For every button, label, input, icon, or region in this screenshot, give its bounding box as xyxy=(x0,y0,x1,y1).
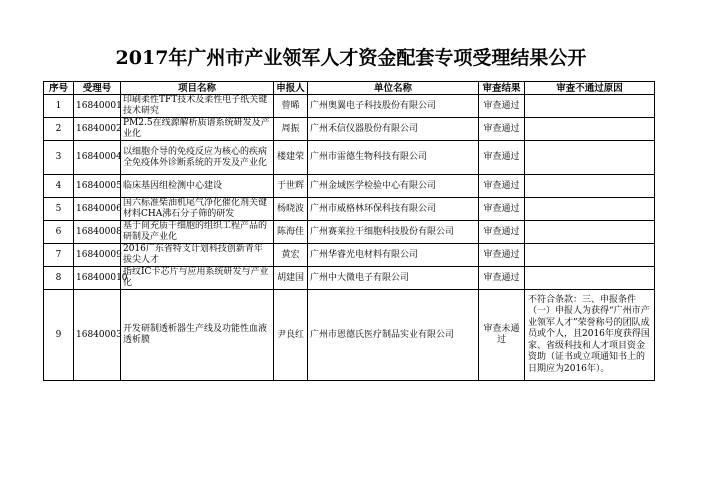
cell-result: 审查未通过 xyxy=(479,290,525,381)
cell-applicant: 周振 xyxy=(274,118,308,141)
cell-seq: 1 xyxy=(44,95,74,118)
cell-unit: 广州中大微电子有限公司 xyxy=(308,267,479,290)
header-unit: 单位名称 xyxy=(308,82,479,95)
cell-result: 审查通过 xyxy=(479,221,525,244)
cell-reason xyxy=(525,141,655,175)
cell-applicant: 黄宏 xyxy=(274,244,308,267)
table-row xyxy=(44,267,655,290)
table-row xyxy=(44,221,655,244)
header-reason: 审查不通过原因 xyxy=(525,82,655,95)
document-title: 2017年广州市产业领军人才资金配套专项受理结果公开 xyxy=(115,47,587,69)
cell-accept-no: 168400010 xyxy=(74,267,121,290)
cell-applicant: 曾晞 xyxy=(274,95,308,118)
cell-unit: 广州市恩德氏医疗制品实业有限公司 xyxy=(308,290,479,381)
cell-unit: 广州赛莱拉干细胞科技股份有限公司 xyxy=(308,221,479,244)
cell-seq: 6 xyxy=(44,221,74,244)
header-result: 审查结果 xyxy=(479,82,525,95)
cell-reason xyxy=(525,198,655,221)
cell-project: 2016广东省特支计划科技创新青年拔尖人才 xyxy=(121,244,274,267)
cell-applicant: 杨晓波 xyxy=(274,198,308,221)
cell-project: 印刷柔性TFT技术及柔性电子纸关键技术研究 xyxy=(121,95,274,118)
cell-accept-no: 16840006 xyxy=(74,198,121,221)
cell-result: 审查通过 xyxy=(479,175,525,198)
cell-reason xyxy=(525,267,655,290)
cell-result: 审查通过 xyxy=(479,267,525,290)
cell-project: 指纹IC卡芯片与应用系统研发与产业化 xyxy=(121,267,274,290)
cell-project: 临床基因组检测中心建设 xyxy=(121,175,274,198)
cell-seq: 9 xyxy=(44,290,74,381)
cell-unit: 广州禾信仪器股份有限公司 xyxy=(308,118,479,141)
cell-project: 以细胞介导的免疫反应为核心的疾病全免疫体外诊断系统的开发及产业化 xyxy=(121,141,274,175)
cell-project: 国六标准柴油机尾气净化催化剂关键材料CHA沸石分子筛的研发 xyxy=(121,198,274,221)
table-row xyxy=(44,290,655,381)
cell-result: 审查通过 xyxy=(479,141,525,175)
cell-seq: 8 xyxy=(44,267,74,290)
cell-unit: 广州市雷德生物科技有限公司 xyxy=(308,141,479,175)
cell-applicant: 胡建国 xyxy=(274,267,308,290)
cell-applicant: 于世辉 xyxy=(274,175,308,198)
cell-reason xyxy=(525,221,655,244)
table-row xyxy=(44,244,655,267)
cell-reason xyxy=(525,118,655,141)
cell-unit: 广州金域医学检验中心有限公司 xyxy=(308,175,479,198)
cell-accept-no: 16840003 xyxy=(74,290,121,381)
cell-result: 审查通过 xyxy=(479,244,525,267)
cell-result: 审查通过 xyxy=(479,118,525,141)
cell-accept-no: 16840001 xyxy=(74,95,121,118)
cell-reason xyxy=(525,244,655,267)
cell-reason xyxy=(525,175,655,198)
cell-applicant: 陈海佳 xyxy=(274,221,308,244)
cell-seq: 3 xyxy=(44,141,74,175)
cell-reason xyxy=(525,95,655,118)
header-accept-no: 受理号 xyxy=(74,82,121,95)
cell-seq: 7 xyxy=(44,244,74,267)
cell-accept-no: 16840008 xyxy=(74,221,121,244)
header-seq: 序号 xyxy=(44,82,74,95)
cell-applicant: 楼建荣 xyxy=(274,141,308,175)
table-header-row xyxy=(44,82,655,95)
cell-project: 基于间充质干细胞的组织工程产品的研制及产业化 xyxy=(121,221,274,244)
cell-result: 审查通过 xyxy=(479,198,525,221)
cell-applicant: 尹良红 xyxy=(274,290,308,381)
header-project: 项目名称 xyxy=(121,82,274,95)
table-row xyxy=(44,141,655,175)
table-row xyxy=(44,118,655,141)
result-table xyxy=(43,81,655,381)
cell-accept-no: 16840009 xyxy=(74,244,121,267)
cell-seq: 4 xyxy=(44,175,74,198)
table-row xyxy=(44,198,655,221)
table-row xyxy=(44,175,655,198)
cell-accept-no: 16840002 xyxy=(74,118,121,141)
cell-unit: 广州市威格林环保科技有限公司 xyxy=(308,198,479,221)
cell-reason: 不符合条款：三、申报条件（一）申报人为获得“广州市产业领军人才”荣誉称号的团队成员或个人，且2016年度获得国家、省级科技和人才项目资金资助（证书或立项通知书上的日期应为2016年）。 xyxy=(525,290,655,381)
cell-accept-no: 16840005 xyxy=(74,175,121,198)
table-row xyxy=(44,95,655,118)
cell-result: 审查通过 xyxy=(479,95,525,118)
cell-accept-no: 16840004 xyxy=(74,141,121,175)
cell-seq: 2 xyxy=(44,118,74,141)
cell-project: PM2.5在线源解析质谱系统研发及产业化 xyxy=(121,118,274,141)
cell-seq: 5 xyxy=(44,198,74,221)
header-applicant: 申报人 xyxy=(274,82,308,95)
cell-unit: 广州奥翼电子科技股份有限公司 xyxy=(308,95,479,118)
cell-project: 开发研制透析器生产线及功能性血液透析膜 xyxy=(121,290,274,381)
cell-unit: 广州华睿光电材料有限公司 xyxy=(308,244,479,267)
